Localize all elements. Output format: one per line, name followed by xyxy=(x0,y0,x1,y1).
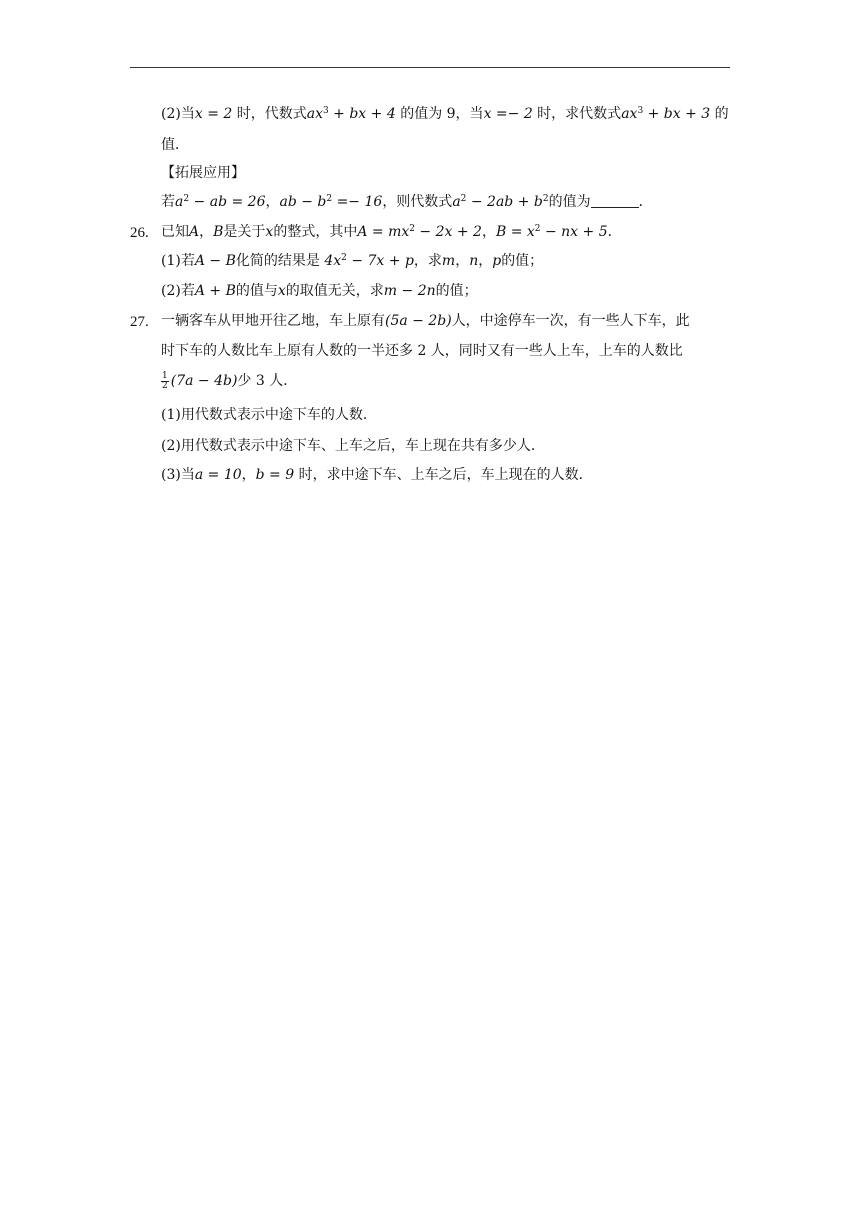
math: − 2x + 2 xyxy=(414,224,482,240)
math: B = x xyxy=(495,224,535,240)
answer-blank[interactable] xyxy=(591,193,639,208)
math: A + B xyxy=(194,283,236,299)
text: 【拓展应用】 xyxy=(161,165,245,181)
text: (3)当 xyxy=(161,467,195,483)
fraction-one-half xyxy=(161,372,169,391)
text: ，则代数式 xyxy=(382,194,453,210)
text: 的取值无关，求 xyxy=(285,283,384,299)
text: (2)用代数式表示中途下车、上车之后，车上现在共有多少人． xyxy=(161,438,545,454)
math: (7a − 4b) xyxy=(170,373,238,389)
question-26-part1 xyxy=(161,251,543,271)
math: ax xyxy=(306,106,323,122)
text: 少 3 人． xyxy=(237,373,298,389)
exponent: 2 xyxy=(183,194,190,204)
text: 时，求中途下车、上车之后，车上现在的人数． xyxy=(294,467,593,483)
math: m xyxy=(441,253,456,269)
text: 的值； xyxy=(501,253,544,269)
numerator: 1 xyxy=(162,370,168,381)
text: 的 xyxy=(710,106,729,122)
text: 人，中途停车一次，有一些人下车，此 xyxy=(451,313,690,329)
math: − nx + 5 xyxy=(540,224,608,240)
text: 时下车的人数比车上原有人数的一半还多 2 人，同时又有一些人上车，上车的人数比 xyxy=(161,343,683,359)
math: − 2ab + b xyxy=(466,194,543,210)
text: 化简的结果是 xyxy=(235,253,325,269)
denominator: 2 xyxy=(162,380,168,391)
math: 4x xyxy=(324,253,342,269)
math: A xyxy=(189,224,200,240)
math: x =− 2 xyxy=(483,106,533,122)
math: a = 10 xyxy=(194,467,242,483)
text: ， xyxy=(199,224,214,240)
exponent: 3 xyxy=(637,106,644,116)
text: (1)若 xyxy=(161,253,195,269)
math: x = 2 xyxy=(194,106,233,122)
math: ax xyxy=(621,106,638,122)
extended-application-question xyxy=(161,192,653,212)
question-number-27: 27. xyxy=(130,314,149,330)
section-heading-extended-application xyxy=(161,163,245,183)
text: 的值为 9，当 xyxy=(395,106,484,122)
text: 已知 xyxy=(161,224,189,240)
exponent: 2 xyxy=(409,224,415,234)
math: + bx + 4 xyxy=(328,106,396,122)
problem-25-part2-line2 xyxy=(161,135,189,155)
exponent: 2 xyxy=(534,224,541,234)
problem-25-part2-line1 xyxy=(161,104,729,124)
question-27-part3 xyxy=(161,465,593,485)
math: x xyxy=(277,283,286,299)
exponent: 2 xyxy=(460,194,467,204)
exponent: 2 xyxy=(341,253,347,263)
exponent: 3 xyxy=(322,106,329,116)
question-26-part2 xyxy=(161,281,478,301)
text: 的值与 xyxy=(235,283,278,299)
question-27-stem-line1 xyxy=(161,311,690,331)
math: − ab = 26 xyxy=(189,194,266,210)
math: ab − b xyxy=(279,194,327,210)
question-27-stem-line3 xyxy=(161,371,297,391)
text: 的值； xyxy=(435,283,478,299)
text: 的值为 xyxy=(548,194,591,210)
text: ． xyxy=(607,224,622,240)
math: − 7x + p xyxy=(346,253,414,269)
question-number-26: 26. xyxy=(130,225,149,241)
question-27-part2 xyxy=(161,436,545,456)
text: 若 xyxy=(161,194,175,210)
math: a xyxy=(175,194,184,210)
text: ， xyxy=(481,224,496,240)
math: m − 2n xyxy=(383,283,436,299)
text: ， xyxy=(241,467,256,483)
text: 是关于 xyxy=(223,224,266,240)
math: p xyxy=(492,253,502,269)
question-26-stem xyxy=(161,222,622,242)
text: 时，代数式 xyxy=(232,106,307,122)
math: n xyxy=(469,253,479,269)
math: b = 9 xyxy=(255,467,295,483)
text: (2)当 xyxy=(161,106,195,122)
math: =− 16 xyxy=(332,194,383,210)
math: A = mx xyxy=(357,224,410,240)
text: 时，求代数式 xyxy=(532,106,622,122)
text: 的整式，其中 xyxy=(273,224,358,240)
text: (1)用代数式表示中途下车的人数． xyxy=(161,407,377,423)
text: 值． xyxy=(161,137,189,153)
exponent: 2 xyxy=(542,194,549,204)
exponent: 2 xyxy=(326,194,333,204)
text: ，求 xyxy=(413,253,442,269)
text: (2)若 xyxy=(161,283,195,299)
question-27-stem-line2 xyxy=(161,341,683,361)
math: (5a − 2b) xyxy=(385,313,452,329)
math: A − B xyxy=(194,253,236,269)
text: ， xyxy=(455,253,470,269)
math: + bx + 3 xyxy=(643,106,711,122)
header-rule xyxy=(130,67,730,68)
math: a xyxy=(452,194,461,210)
text: ， xyxy=(265,194,280,210)
text: 一辆客车从甲地开往乙地，车上原有 xyxy=(161,313,385,329)
math: B xyxy=(213,224,224,240)
math: x xyxy=(265,224,274,240)
question-27-part1 xyxy=(161,405,377,425)
text: ． xyxy=(638,194,653,210)
text: ， xyxy=(478,253,493,269)
